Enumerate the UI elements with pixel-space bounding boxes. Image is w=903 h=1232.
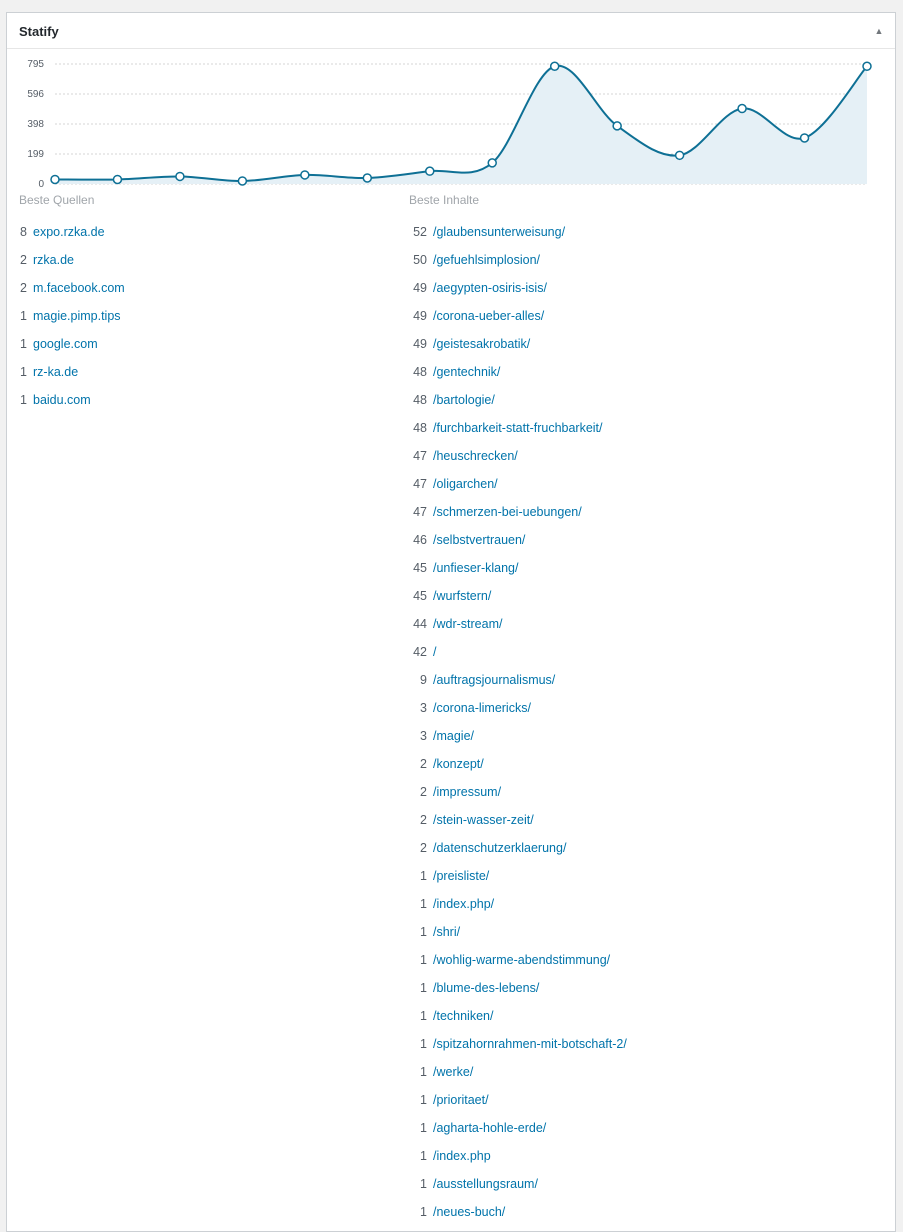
item-count: 52 <box>413 225 427 239</box>
list-item <box>405 643 627 671</box>
item-count: 48 <box>413 421 427 435</box>
item-link[interactable]: rz-ka.de <box>33 365 79 379</box>
data-point[interactable] <box>551 62 559 70</box>
item-count: 1 <box>20 393 27 407</box>
item-count: 3 <box>420 701 427 715</box>
item-count: 49 <box>413 337 427 351</box>
item-link[interactable]: /auftragsjournalismus/ <box>433 673 556 687</box>
data-point[interactable] <box>426 167 434 175</box>
item-link[interactable]: /schmerzen-bei-uebungen/ <box>433 505 582 519</box>
item-count: 2 <box>420 841 427 855</box>
item-count: 1 <box>20 337 27 351</box>
list-item <box>405 279 627 307</box>
list-item <box>405 1063 627 1091</box>
item-count: 49 <box>413 281 427 295</box>
item-link[interactable]: /geistesakrobatik/ <box>433 337 531 351</box>
list-item <box>405 363 627 391</box>
list-item <box>405 699 627 727</box>
item-count: 1 <box>420 1121 427 1135</box>
contents-heading: Beste Inhalte <box>409 193 480 207</box>
item-count: 1 <box>20 365 27 379</box>
data-point[interactable] <box>363 174 371 182</box>
item-count: 1 <box>20 309 27 323</box>
item-count: 1 <box>420 1037 427 1051</box>
item-link[interactable]: /oligarchen/ <box>433 477 498 491</box>
data-point[interactable] <box>863 62 871 70</box>
item-link[interactable]: /spitzahornrahmen-mit-botschaft-2/ <box>433 1037 627 1051</box>
list-item <box>405 895 627 923</box>
data-point[interactable] <box>613 122 621 130</box>
list-item <box>17 223 125 251</box>
item-link[interactable]: /aegypten-osiris-isis/ <box>433 281 547 295</box>
item-link[interactable]: /selbstvertrauen/ <box>433 533 526 547</box>
item-count: 50 <box>413 253 427 267</box>
item-link[interactable]: magie.pimp.tips <box>33 309 121 323</box>
list-item <box>405 671 627 699</box>
y-tick-label: 398 <box>27 119 44 130</box>
item-count: 1 <box>420 1205 427 1219</box>
item-link[interactable]: /heuschrecken/ <box>433 449 518 463</box>
list-item <box>17 391 125 419</box>
list-item <box>405 419 627 447</box>
sources-heading: Beste Quellen <box>19 193 95 207</box>
item-count: 2 <box>420 813 427 827</box>
item-count: 45 <box>413 561 427 575</box>
item-count: 3 <box>420 729 427 743</box>
item-link[interactable]: /prioritaet/ <box>433 1093 489 1107</box>
list-item <box>17 363 125 391</box>
item-count: 9 <box>420 673 427 687</box>
item-count: 42 <box>413 645 427 659</box>
list-item <box>405 447 627 475</box>
data-point[interactable] <box>51 175 59 183</box>
item-link[interactable]: m.facebook.com <box>33 281 125 295</box>
item-link[interactable]: /konzept/ <box>433 757 484 771</box>
item-link[interactable]: /neues-buch/ <box>433 1205 506 1219</box>
list-item <box>405 979 627 1007</box>
list-item <box>405 867 627 895</box>
item-link[interactable]: /wurfstern/ <box>433 589 492 603</box>
list-item <box>405 307 627 335</box>
item-count: 46 <box>413 533 427 547</box>
item-link[interactable]: /blume-des-lebens/ <box>433 981 540 995</box>
list-item <box>405 251 627 279</box>
list-item <box>17 251 125 279</box>
list-item <box>405 1203 627 1231</box>
item-link[interactable]: /glaubensunterweisung/ <box>433 225 566 239</box>
item-link[interactable]: /index.php/ <box>433 897 495 911</box>
list-item <box>405 951 627 979</box>
item-link[interactable]: /corona-limericks/ <box>433 701 531 715</box>
list-item <box>405 615 627 643</box>
list-item <box>405 335 627 363</box>
list-item <box>405 1007 627 1035</box>
item-link[interactable]: /gentechnik/ <box>433 365 501 379</box>
item-count: 49 <box>413 309 427 323</box>
item-count: 2 <box>20 281 27 295</box>
list-item <box>405 531 627 559</box>
item-count: 1 <box>420 1065 427 1079</box>
data-point[interactable] <box>176 172 184 180</box>
data-point[interactable] <box>238 177 246 185</box>
list-item <box>405 587 627 615</box>
item-count: 48 <box>413 393 427 407</box>
item-count: 1 <box>420 1093 427 1107</box>
item-link[interactable]: /furchbarkeit-statt-fruchbarkeit/ <box>433 421 603 435</box>
list-item <box>405 559 627 587</box>
item-link[interactable]: rzka.de <box>33 253 74 267</box>
item-count: 1 <box>420 1149 427 1163</box>
item-count: 2 <box>20 253 27 267</box>
item-link[interactable]: /impressum/ <box>433 785 502 799</box>
list-item <box>17 279 125 307</box>
list-item <box>405 727 627 755</box>
item-count: 1 <box>420 1177 427 1191</box>
item-count: 1 <box>420 925 427 939</box>
item-link[interactable]: /wohlig-warme-abendstimmung/ <box>433 953 611 967</box>
item-link[interactable]: /datenschutzerklaerung/ <box>433 841 567 855</box>
item-link[interactable]: /werke/ <box>433 1065 474 1079</box>
chart-y-axis <box>27 59 44 190</box>
list-item <box>405 755 627 783</box>
item-count: 1 <box>420 869 427 883</box>
chart-area-fill <box>55 66 867 184</box>
item-count: 1 <box>420 953 427 967</box>
list-item <box>405 783 627 811</box>
item-link[interactable]: /gefuehlsimplosion/ <box>433 253 541 267</box>
item-link[interactable]: / <box>433 645 437 659</box>
item-link[interactable]: /bartologie/ <box>433 393 495 407</box>
y-tick-label: 0 <box>38 179 44 190</box>
item-link[interactable]: /stein-wasser-zeit/ <box>433 813 534 827</box>
statify-widget <box>6 12 896 1232</box>
item-link[interactable]: expo.rzka.de <box>33 225 105 239</box>
item-count: 48 <box>413 365 427 379</box>
item-count: 1 <box>420 981 427 995</box>
item-count: 47 <box>413 449 427 463</box>
list-item <box>405 391 627 419</box>
item-link[interactable]: /magie/ <box>433 729 474 743</box>
list-item <box>405 475 627 503</box>
data-point[interactable] <box>488 159 496 167</box>
item-count: 1 <box>420 897 427 911</box>
item-link[interactable]: google.com <box>33 337 98 351</box>
item-link[interactable]: /techniken/ <box>433 1009 494 1023</box>
item-count: 44 <box>413 617 427 631</box>
item-link[interactable]: /index.php <box>433 1149 491 1163</box>
list-item <box>405 923 627 951</box>
item-link[interactable]: /corona-ueber-alles/ <box>433 309 545 323</box>
item-link[interactable]: /preisliste/ <box>433 869 490 883</box>
item-link[interactable]: /ausstellungsraum/ <box>433 1177 538 1191</box>
item-count: 45 <box>413 589 427 603</box>
list-item <box>405 1091 627 1119</box>
list-item <box>405 1119 627 1147</box>
list-item <box>405 503 627 531</box>
contents-list <box>405 223 627 1231</box>
sources-list <box>17 223 125 419</box>
item-link[interactable]: baidu.com <box>33 393 91 407</box>
list-item <box>405 839 627 867</box>
item-link[interactable]: /unfieser-klang/ <box>433 561 519 575</box>
data-point[interactable] <box>301 171 309 179</box>
data-point[interactable] <box>801 134 809 142</box>
item-count: 47 <box>413 505 427 519</box>
list-item <box>405 223 627 251</box>
widget-title: Statify <box>19 24 59 39</box>
item-link[interactable]: /shri/ <box>433 925 461 939</box>
triangle-up-icon[interactable]: ▲ <box>874 26 884 36</box>
item-count: 1 <box>420 1009 427 1023</box>
list-item <box>405 1175 627 1203</box>
y-tick-label: 795 <box>27 59 44 70</box>
data-point[interactable] <box>676 151 684 159</box>
data-point[interactable] <box>738 105 746 113</box>
item-link[interactable]: /agharta-hohle-erde/ <box>433 1121 547 1135</box>
item-count: 2 <box>420 757 427 771</box>
list-item <box>405 1035 627 1063</box>
y-tick-label: 199 <box>27 149 44 160</box>
list-item <box>405 1147 627 1175</box>
item-link[interactable]: /wdr-stream/ <box>433 617 503 631</box>
item-count: 47 <box>413 477 427 491</box>
y-tick-label: 596 <box>27 89 44 100</box>
item-count: 2 <box>420 785 427 799</box>
data-point[interactable] <box>113 175 121 183</box>
list-item <box>17 307 125 335</box>
list-item <box>405 811 627 839</box>
visits-chart <box>7 13 895 193</box>
item-count: 8 <box>20 225 27 239</box>
list-item <box>17 335 125 363</box>
